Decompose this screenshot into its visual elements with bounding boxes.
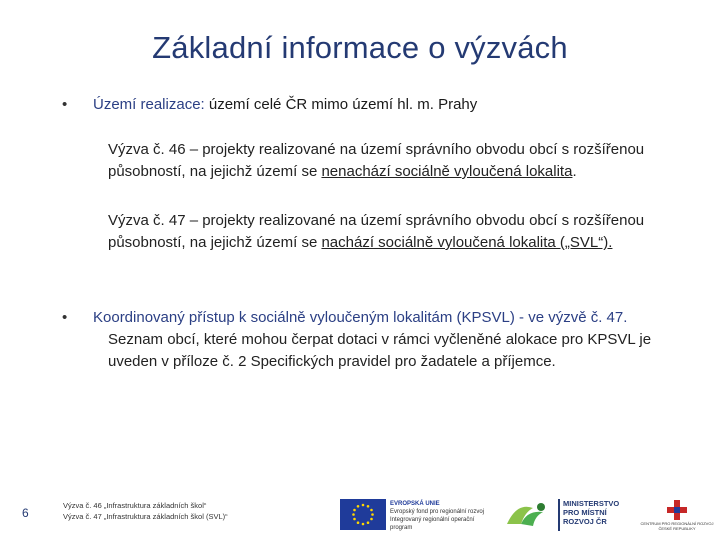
call-47-text: Výzva č. 47 – projekty realizované na území správního obvodu obcí s rozšířenou působností, na jejichž území se: [108, 212, 645, 251]
eu-line-2: Evropský fond pro regionální rozvoj: [390, 509, 485, 515]
page-number: 6: [22, 506, 29, 520]
bullet-dot: •: [62, 96, 68, 113]
kpsvl-label: Koordinovaný přístup k sociálně vyloučeným lokalitám (KPSVL) - ve výzvě č. 47.: [93, 309, 628, 326]
mmr-line-3: ROZVOJ ČR: [563, 517, 607, 526]
kpsvl-text: Seznam obcí, které mohou čerpat dotaci v rámci vyčleněné alokace pro KPSVL je uveden v příloze č. 2 Specifických pravidel pro žadatele a příjemce.: [108, 331, 652, 370]
crr-logo-text: [638, 521, 716, 531]
footer-note: [63, 500, 228, 522]
eu-logo-text: [390, 500, 490, 532]
crr-line-2: ČESKÉ REPUBLIKY: [658, 526, 696, 531]
eu-line-3: Integrovaný regionální operační program: [390, 517, 475, 531]
mmr-logo-text: [563, 499, 633, 526]
mmr-line-1: MINISTERSTVO: [563, 499, 620, 508]
call-46-paragraph: [108, 139, 698, 183]
bullet-dot: •: [62, 309, 68, 326]
slide-title: Základní informace o výzvách: [152, 30, 568, 65]
call-47-paragraph: [108, 210, 698, 254]
eu-flag-icon: [340, 499, 386, 530]
crr-line-1: CENTRUM PRO REGIONÁLNÍ ROZVOJ: [640, 521, 714, 526]
bullet-territory: [62, 94, 477, 115]
footer-line-1: Výzva č. 46 „Infrastruktura základních škol“: [63, 501, 207, 510]
mmr-line-2: PRO MÍSTNÍ: [563, 508, 607, 517]
call-46-end: .: [572, 163, 577, 180]
footer-line-2: Výzva č. 47 „Infrastruktura základních škol (SVL)“: [63, 512, 228, 521]
call-47-underlined: nachází sociálně vyloučená lokalita („SVL“).: [321, 234, 613, 251]
territory-text: území celé ČR mimo území hl. m. Prahy: [204, 96, 478, 113]
eu-line-1: EVROPSKÁ UNIE: [390, 501, 440, 507]
bullet-kpsvl: [62, 307, 702, 373]
irop-logo-icon: [503, 498, 553, 532]
call-46-text: Výzva č. 46 – projekty realizované na území správního obvodu obcí s rozšířenou působností, na jejichž území se: [108, 141, 645, 180]
call-46-underlined: nenachází sociálně vyloučená lokalita: [321, 163, 573, 180]
territory-label: Území realizace:: [93, 96, 205, 113]
